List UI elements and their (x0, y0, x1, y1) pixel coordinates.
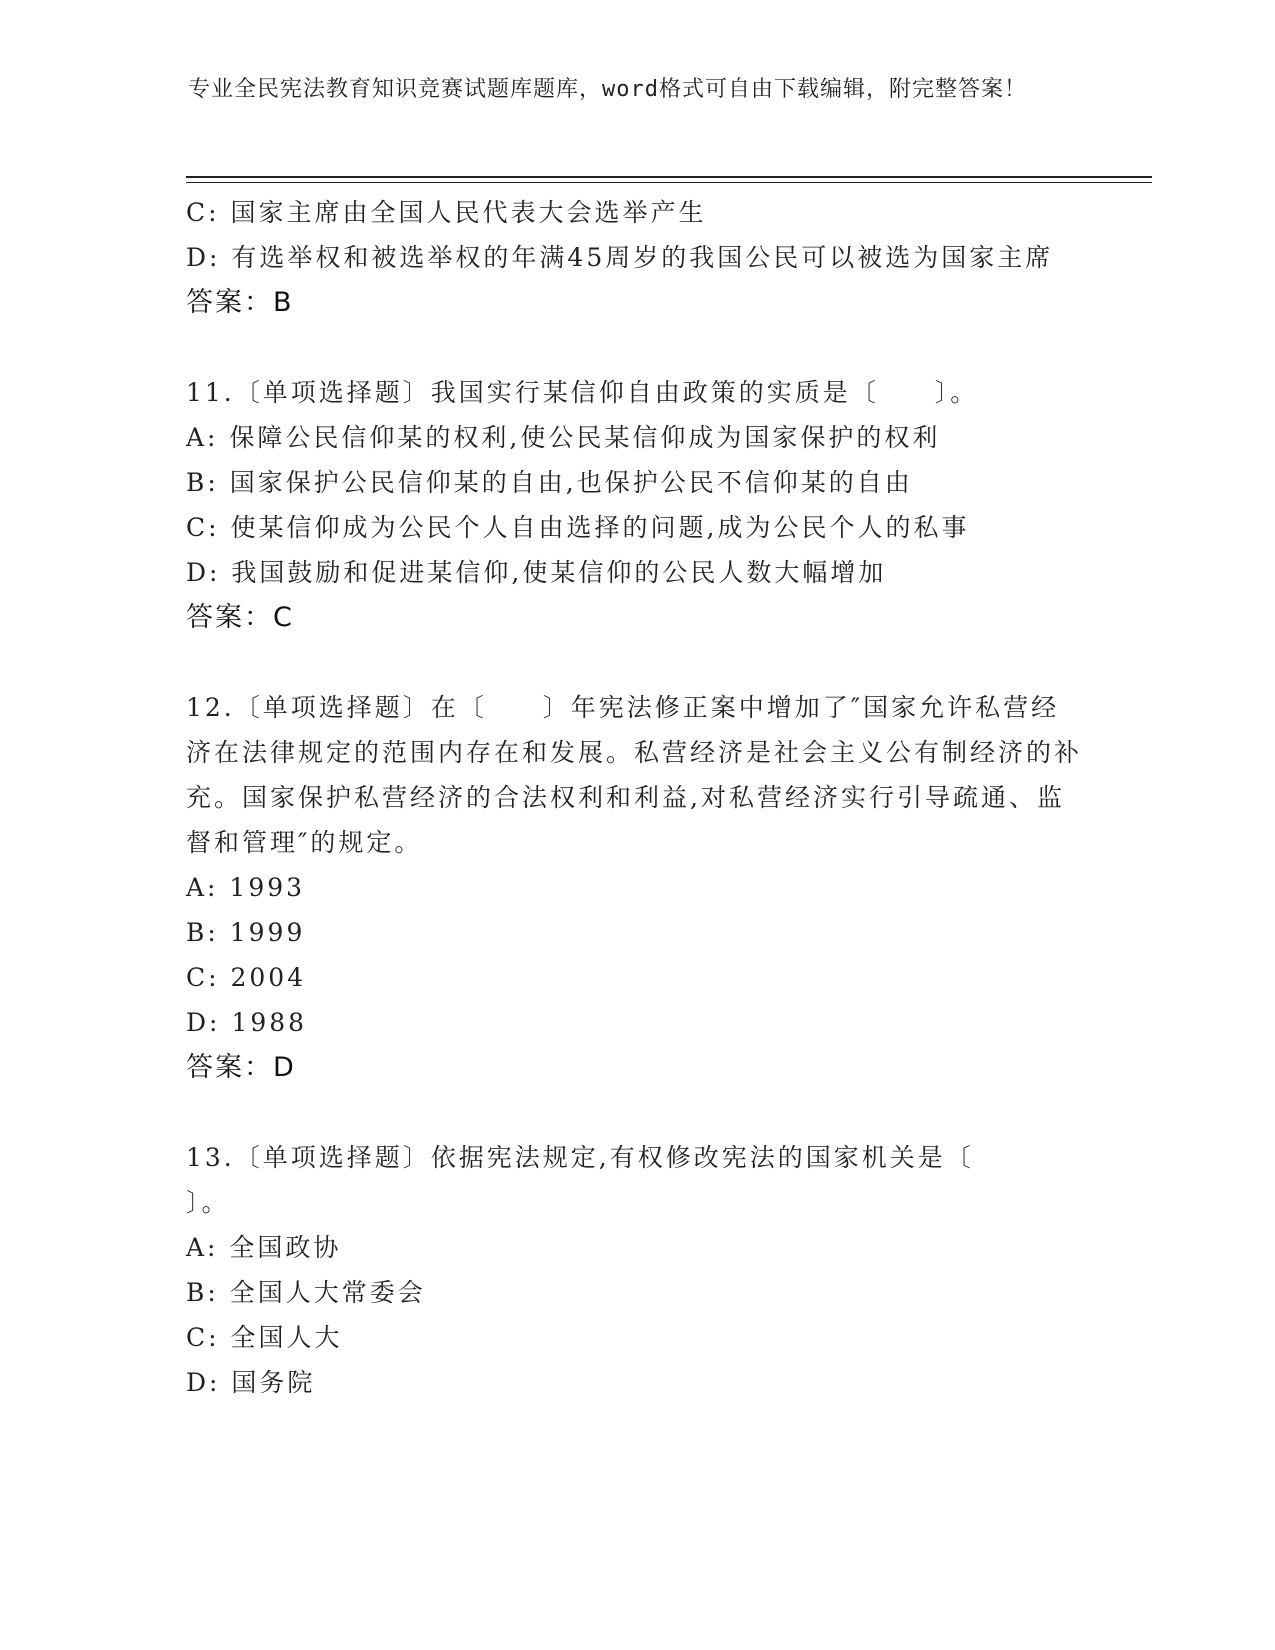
question-stem: 11.〔单项选择题〕我国实行某信仰自由政策的实质是〔 〕。 (186, 378, 979, 407)
header-divider-thin (186, 182, 1152, 183)
question-stem: 12.〔单项选择题〕在〔 〕年宪法修正案中增加了″国家允许私营经济在法律规定的范围内存在和发展。私营经济是社会主义公有制经济的补充。国家保护私营经济的合法权利和利益,对私营经济实行引导疏通、监督和管理″的规定。 (186, 693, 1083, 857)
option-b: B: 国家保护公民信仰某的自由,也保护公民不信仰某的自由 (186, 468, 913, 497)
question-12 (186, 685, 1086, 1090)
question-10 (186, 190, 1086, 325)
spacer (186, 1090, 1086, 1135)
option-c: C: 国家主席由全国人民代表大会选举产生 (186, 198, 707, 227)
question-13 (186, 1135, 1086, 1405)
option-a: A: 1993 (186, 873, 306, 902)
page-header: 专业全民宪法教育知识竞赛试题库题库，word格式可自由下载编辑，附完整答案！ (188, 77, 1027, 102)
spacer (186, 325, 1086, 370)
option-d: D: 我国鼓励和促进某信仰,使某信仰的公民人数大幅增加 (186, 558, 887, 587)
option-c: C: 全国人大 (186, 1323, 343, 1352)
option-d: D: 1988 (186, 1008, 308, 1037)
question-11 (186, 370, 1086, 640)
option-a: A: 全国政协 (186, 1233, 342, 1262)
question-stem: 13.〔单项选择题〕依据宪法规定,有权修改宪法的国家机关是〔 〕。 (186, 1143, 1030, 1217)
option-c: C: 使某信仰成为公民个人自由选择的问题,成为公民个人的私事 (186, 513, 970, 542)
answer-label: 答案：D (186, 1052, 296, 1083)
option-d: D: 有选举权和被选举权的年满45周岁的我国公民可以被选为国家主席 (186, 243, 1054, 272)
answer-label: 答案：C (186, 602, 294, 633)
option-d: D: 国务院 (186, 1368, 316, 1397)
option-b: B: 全国人大常委会 (186, 1278, 426, 1307)
option-c: C: 2004 (186, 963, 307, 992)
option-a: A: 保障公民信仰某的权利,使公民某信仰成为国家保护的权利 (186, 423, 941, 452)
spacer (186, 640, 1086, 685)
option-b: B: 1999 (186, 918, 306, 947)
header-divider-thick (186, 176, 1152, 178)
answer-label: 答案：B (186, 287, 294, 318)
question-content (186, 190, 1086, 1405)
